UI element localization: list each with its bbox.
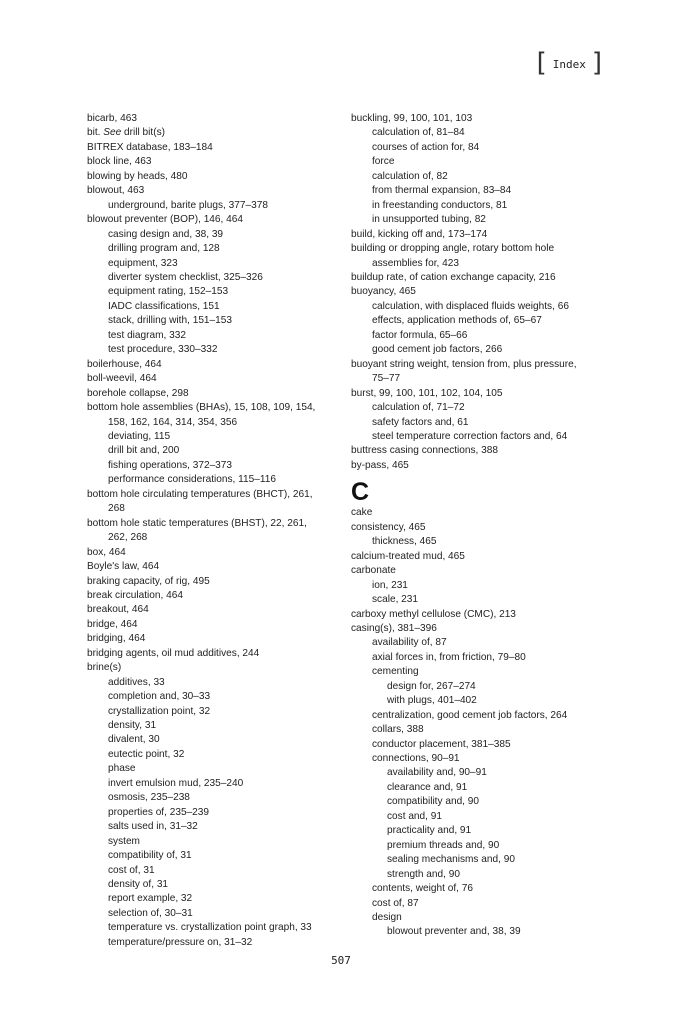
index-entry: buoyant string weight, tension from, plus pressure, (351, 358, 577, 370)
index-entry: bridging agents, oil mud additives, 244 (87, 647, 260, 659)
index-entry: IADC classifications, 151 (108, 300, 220, 312)
index-entry: temperature/pressure on, 31–32 (108, 936, 253, 948)
index-entry: break circulation, 464 (87, 589, 183, 601)
index-entry: invert emulsion mud, 235–240 (108, 777, 244, 789)
index-entry: boilerhouse, 464 (87, 358, 162, 370)
index-entry: bottom hole circulating temperatures (BHCT), 261, (87, 488, 313, 500)
index-entry: buttress casing connections, 388 (351, 445, 499, 457)
index-entry: report example, 32 (108, 893, 193, 905)
index-entry: design (372, 912, 402, 924)
index-entry: completion and, 30–33 (108, 691, 211, 703)
index-entry: bottom hole static temperatures (BHST), 22, 261, (87, 517, 307, 529)
header-title: Index (552, 57, 586, 71)
index-entry: osmosis, 235–238 (108, 792, 190, 804)
index-entry: axial forces in, from friction, 79–80 (372, 651, 526, 663)
index-entry: blowing by heads, 480 (87, 170, 188, 182)
index-entry: bit. See drill bit(s) (87, 127, 165, 139)
index-entry: breakout, 464 (87, 604, 149, 616)
index-entry: performance considerations, 115–116 (108, 474, 276, 486)
index-entry: consistency, 465 (351, 521, 426, 533)
index-entry: calculation of, 82 (372, 170, 448, 182)
index-entry: scale, 231 (372, 594, 419, 606)
index-entry: test diagram, 332 (108, 329, 186, 341)
index-entry: in unsupported tubing, 82 (372, 214, 486, 226)
index-entry: crystallization point, 32 (108, 705, 211, 717)
index-entry: assemblies for, 423 (372, 257, 459, 269)
index-entry: borehole collapse, 298 (87, 387, 189, 399)
index-entry: factor formula, 65–66 (372, 329, 468, 341)
index-entry: underground, barite plugs, 377–378 (108, 199, 268, 211)
index-entry: braking capacity, of rig, 495 (87, 575, 210, 587)
index-entry: design for, 267–274 (387, 680, 476, 692)
index-entry: compatibility of, 31 (108, 850, 192, 862)
index-entry: practicality and, 91 (387, 825, 472, 837)
index-entry: strength and, 90 (387, 868, 460, 880)
index-entry: test procedure, 330–332 (108, 344, 218, 356)
index-entry: deviating, 115 (108, 430, 171, 442)
index-entry: drilling program and, 128 (108, 243, 220, 255)
index-column-left (87, 112, 342, 950)
index-entry: in freestanding conductors, 81 (372, 199, 508, 211)
index-entry: courses of action for, 84 (372, 141, 480, 153)
index-entry: building or dropping angle, rotary bottom hole (351, 243, 555, 255)
index-entry: selection of, 30–31 (108, 907, 193, 919)
index-entry: properties of, 235–239 (108, 806, 210, 818)
index-entry: by-pass, 465 (351, 459, 409, 471)
index-entry: cost of, 31 (108, 864, 155, 876)
index-entry: availability and, 90–91 (387, 767, 487, 779)
index-entry: system (108, 835, 140, 847)
index-entry: bridging, 464 (87, 633, 146, 645)
index-entry: diverter system checklist, 325–326 (108, 271, 263, 283)
index-entry: 158, 162, 164, 314, 354, 356 (108, 416, 238, 428)
index-entry: fishing operations, 372–373 (108, 459, 233, 471)
index-entry: ion, 231 (372, 579, 408, 591)
index-entry: temperature vs. crystallization point graph, 33 (108, 922, 312, 934)
section-heading-c: C (351, 478, 370, 507)
index-entry: bicarb, 463 (87, 113, 137, 124)
index-entry: Boyle's law, 464 (87, 561, 160, 573)
right-bracket-icon: ] (591, 48, 602, 78)
index-entry: density, 31 (108, 720, 157, 732)
index-entry: force (372, 156, 395, 168)
index-section-c (351, 506, 613, 940)
index-entry: casing design and, 38, 39 (108, 228, 224, 240)
index-entry: bridge, 464 (87, 618, 138, 630)
index-entry: stack, drilling with, 151–153 (108, 315, 232, 327)
index-entry: block line, 463 (87, 156, 152, 168)
index-entry: phase (108, 763, 136, 775)
see-reference: See (103, 127, 122, 139)
index-entry: compatibility and, 90 (387, 796, 480, 808)
index-entry: equipment, 323 (108, 257, 178, 269)
index-entry: burst, 99, 100, 101, 102, 104, 105 (351, 387, 503, 399)
index-entry: premium threads and, 90 (387, 839, 500, 851)
index-entry: contents, weight of, 76 (372, 883, 474, 895)
index-entry: conductor placement, 381–385 (372, 738, 511, 750)
index-entry: 268 (108, 503, 125, 515)
index-entry: additives, 33 (108, 676, 165, 688)
index-entry: from thermal expansion, 83–84 (372, 185, 512, 197)
index-entry: calcium-treated mud, 465 (351, 550, 465, 562)
index-entry: collars, 388 (372, 724, 424, 736)
index-entry: sealing mechanisms and, 90 (387, 854, 515, 866)
index-entry: drill bit and, 200 (108, 445, 180, 457)
index-entry: carbonate (351, 565, 396, 577)
index-entry: brine(s) (87, 662, 122, 674)
index-entry: calculation, with displaced fluids weights, 66 (372, 300, 569, 312)
index-entry: blowout, 463 (87, 185, 145, 197)
index-entry: connections, 90–91 (372, 753, 460, 765)
index-entry: centralization, good cement job factors, 264 (372, 709, 568, 721)
index-entry: BITREX database, 183–184 (87, 141, 213, 153)
running-header (537, 50, 602, 76)
index-entry: eutectic point, 32 (108, 748, 185, 760)
index-entry: effects, application methods of, 65–67 (372, 315, 542, 327)
index-entry: casing(s), 381–396 (351, 622, 437, 634)
index-entry: carboxy methyl cellulose (CMC), 213 (351, 608, 516, 620)
index-entry: calculation of, 71–72 (372, 402, 465, 414)
index-section-b-continued (351, 112, 613, 473)
index-entry: divalent, 30 (108, 734, 160, 746)
index-entry: buildup rate, of cation exchange capacity, 216 (351, 271, 556, 283)
index-entry: availability of, 87 (372, 637, 447, 649)
index-entry: cementing (372, 666, 419, 678)
index-entry: clearance and, 91 (387, 781, 468, 793)
page-number: 507 (331, 954, 351, 967)
index-entry: boll-weevil, 464 (87, 373, 157, 385)
index-entry: buoyancy, 465 (351, 286, 416, 298)
index-entry: salts used in, 31–32 (108, 821, 198, 833)
index-entry: buckling, 99, 100, 101, 103 (351, 113, 473, 124)
index-entry: cost of, 87 (372, 897, 419, 909)
index-entry: blowout preventer and, 38, 39 (387, 926, 521, 938)
index-entry: density of, 31 (108, 879, 169, 891)
index-entry: cake (351, 507, 373, 519)
index-entry: safety factors and, 61 (372, 416, 469, 428)
index-entry: blowout preventer (BOP), 146, 464 (87, 214, 243, 226)
left-bracket-icon: [ (536, 48, 547, 78)
index-entry: equipment rating, 152–153 (108, 286, 229, 298)
index-entry: calculation of, 81–84 (372, 127, 465, 139)
index-entry: bottom hole assemblies (BHAs), 15, 108, 109, 154, (87, 402, 316, 414)
index-entry: thickness, 465 (372, 536, 437, 548)
index-entry: cost and, 91 (387, 810, 442, 822)
index-entry: 75–77 (372, 373, 401, 385)
index-entry: good cement job factors, 266 (372, 344, 503, 356)
index-entry: with plugs, 401–402 (387, 695, 477, 707)
index-entry: steel temperature correction factors and, 64 (372, 430, 568, 442)
index-entry: box, 464 (87, 546, 126, 558)
index-entry: build, kicking off and, 173–174 (351, 228, 488, 240)
index-column-right (351, 112, 613, 940)
index-entry: 262, 268 (108, 532, 148, 544)
